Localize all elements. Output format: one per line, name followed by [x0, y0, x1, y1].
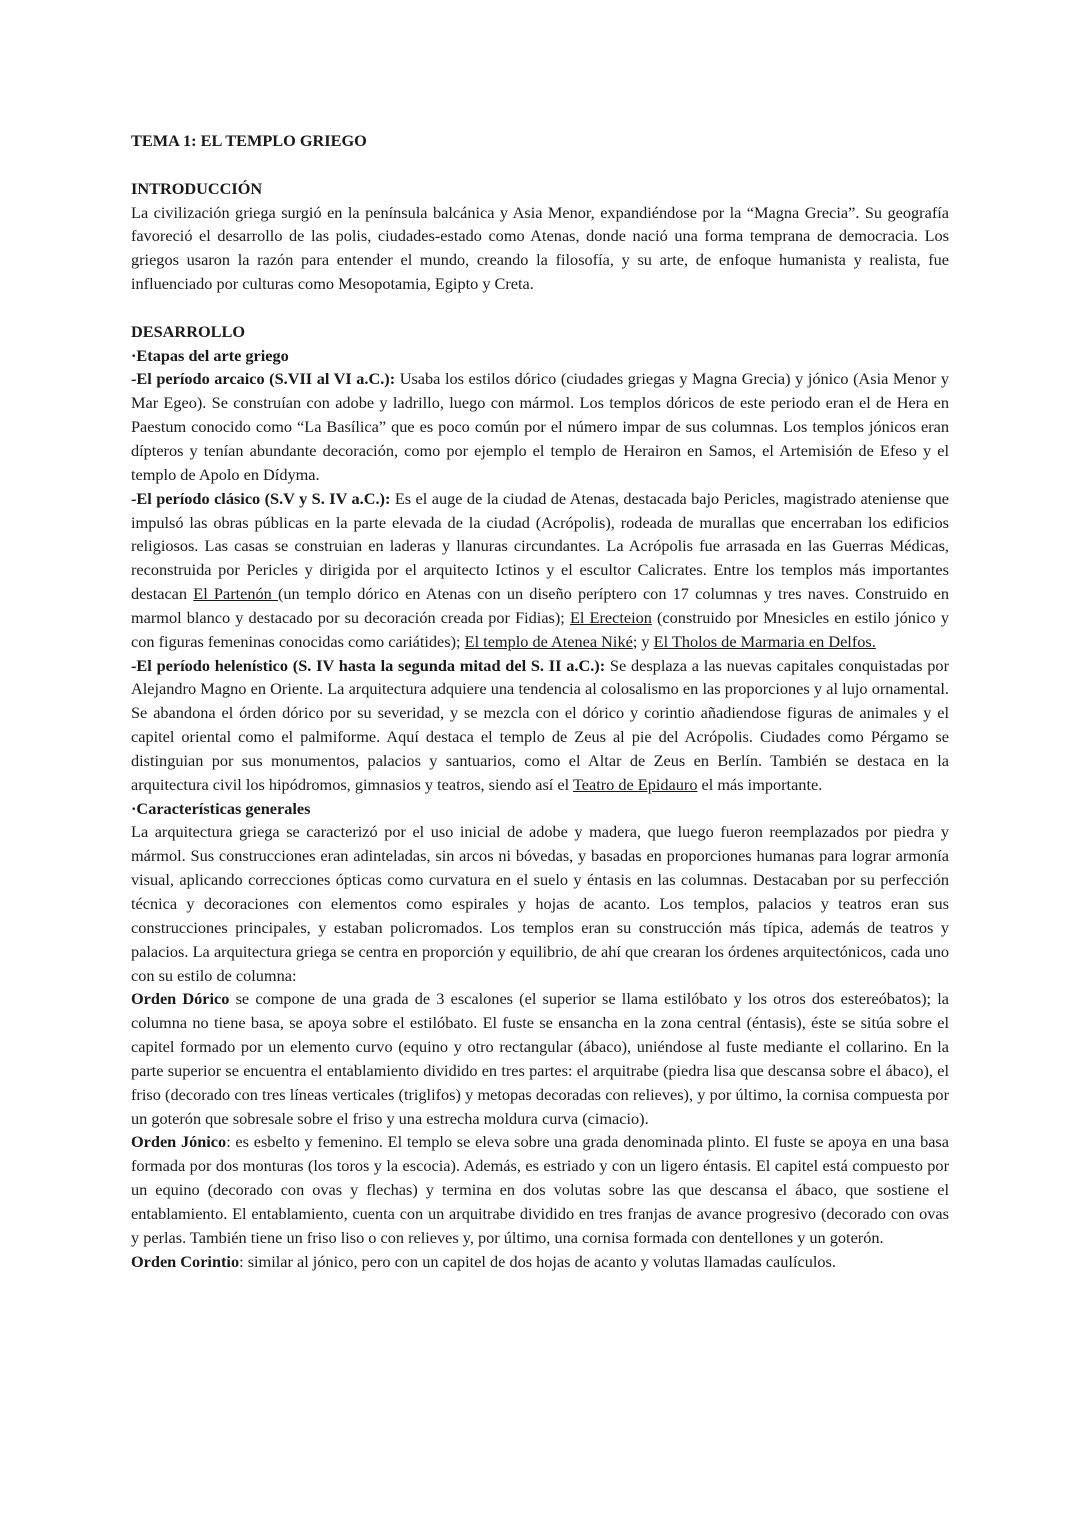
arcaico-label: -El período arcaico (S.VII al VI a.C.): — [131, 369, 396, 389]
caracteristicas-heading: ·Características generales — [131, 798, 311, 818]
clasico-text: (construido por Mnesicles en estilo jónico y con figuras femeninas conocidas como cariátides); — [131, 607, 949, 651]
desarrollo-heading: DESARROLLO — [131, 321, 245, 341]
corintio-paragraph — [131, 1250, 949, 1274]
helenistico-text: Se desplaza a las nuevas capitales conquistadas por Alejandro Magno en Oriente. La arquitectura adquiere una tendencia al colosalismo en las proporciones y al lujo ornamental. Se abandona el órden dórico por su severidad, y se mezcla con el dórico y corintio añadiendose figuras de animales y el capitel oriental como el palmiforme. Aquí destaca el templo de Zeus al pie del Acrópolis. Ciudades como Pérgamo se distinguian por sus monumentos, palacios y santuarios, como el Altar de Zeus en Berlín. También se destaca en la arquitectura civil los hipódromos, gimnasios y teatros, siendo así el — [131, 655, 949, 794]
erecteion-link: El Erecteion — [569, 607, 652, 627]
document-title: TEMA 1: EL TEMPLO GRIEGO — [131, 131, 367, 150]
intro-paragraph: La civilización griega surgió en la península balcánica y Asia Menor, expandiéndose por la “Magna Grecia”. Su geografía favoreció el desarrollo de las polis, ciudades-estado como Atenas, donde nació una forma temprana de democracia. Los griegos usaron la razón para entender el mundo, creando la filosofía, y su arte, de enfoque humanista y realista, fue influenciado por culturas como Mesopotamia, Egipto y Creta. — [131, 202, 949, 294]
partenon-link: El Partenón — [193, 584, 278, 604]
helenistico-text: el más importante. — [697, 774, 823, 794]
clasico-text: ; y — [632, 631, 654, 651]
arcaico-paragraph — [131, 367, 949, 486]
epidauro-link: Teatro de Epidauro — [572, 774, 698, 794]
arcaico-text: Usaba los estilos dórico (ciudades griegas y Magna Grecia) y jónico (Asia Menor y Mar Egeo). Se construían con adobe y ladrillo, luego con mármol. Los templos dóricos de este periodo eran el de Hera en Paestum conocido como “La Basílica” que es poco común por el número impar de sus columnas. Los templos jónicos eran dípteros y tenían abundante decoración, como por ejemplo el templo de Herairon en Samos, el Artemisión de Efeso y el templo de Apolo en Dídyma. — [131, 369, 950, 484]
etapas-heading: ·Etapas del arte griego — [131, 345, 289, 365]
jonico-paragraph — [131, 1130, 949, 1249]
clasico-label: -El período clásico (S.V y S. IV a.C.): — [131, 488, 391, 508]
clasico-paragraph — [131, 487, 949, 654]
tholos-link: El Tholos de Marmaria en Delfos. — [653, 631, 876, 651]
clasico-text: (un templo dórico en Atenas con un diseño períptero con 17 columnas y tres naves. Construido en marmol blanco y destacado por su decoración creada por Fidias); — [131, 584, 950, 627]
helenistico-label: -El período helenístico (S. IV hasta la segunda mitad del S. II a.C.): — [131, 655, 606, 675]
corintio-label: Orden Corintio — [131, 1251, 240, 1271]
clasico-text: Es el auge de la ciudad de Atenas, destacada bajo Pericles, magistrado ateniense que impulsó las obras públicas en la parte elevada de la ciudad (Acrópolis), rodeada de murallas que encerraban los edificios religiosos. Las casas se construian en laderas y llanuras circundantes. La Acrópolis fue arrasada en las Guerras Médicas, reconstruida por Pericles y dirigida por el arquitecto Ictinos y el escultor Calicrates. Entre los templos más importantes destacan — [131, 488, 949, 604]
spacer — [131, 153, 949, 177]
dorico-label: Orden Dórico — [131, 989, 230, 1009]
dorico-paragraph — [131, 987, 949, 1130]
spacer — [131, 296, 949, 320]
atenea-nike-link: El templo de Atenea Niké — [464, 631, 633, 651]
caracteristicas-paragraph: La arquitectura griega se caracterizó por el uso inicial de adobe y madera, que luego fueron reemplazados por piedra y mármol. Sus construcciones eran adinteladas, sin arcos ni bóvedas, y basadas en proporciones humanas para lograr armonía visual, aplicando correcciones ópticas como curvatura en el suelo y éntasis en las columnas. Destacaban por su perfección técnica y decoraciones con elementos como espirales y hojas de acanto. Los templos, palacios y teatros eran sus construcciones principales, y estaban policromados. Los templos eran su construcción más típica, además de teatros y palacios. La arquitectura griega se centra en proporción y equilibrio, de ahí que crearan los órdenes arquitectónicos, cada uno con su estilo de columna: — [131, 822, 949, 985]
dorico-text: se compone de una grada de 3 escalones (el superior se llama estilóbato y los otros dos estereóbatos); la columna no tiene basa, se apoya sobre el estilóbato. El fuste se ensancha en la zona central (éntasis), éste se sitúa sobre el capitel formado por un elemento curvo (equino y otro rectangular (ábaco), uniéndose al fuste mediante el collarino. En la parte superior se encuentra el entablamiento dividido en tres partes: el arquitrabe (piedra lisa que descansa sobre el ábaco), el friso (decorado con tres líneas verticales (triglifos) y metopas decoradas con relieves), y por último, la cornisa compuesta por un goterón que sobresale sobre el friso y una estrecha moldura curva (cimacio). — [131, 989, 949, 1128]
helenistico-paragraph — [131, 654, 949, 797]
jonico-text: : es esbelto y femenino. El templo se eleva sobre una grada denominada plinto. El fuste se apoya en una basa formada por dos monturas (los toros y la escocia). Además, es estriado y con un ligero éntasis. El capitel está compuesto por un equino (decorado con ovas y flechas) y termina en dos volutas sobre las que descansa el ábaco, que sostiene el entablamiento. El entablamiento, cuenta con un arquitrabe dividido en tres franjas de avance progresivo (decorado con ovas y perlas. También tiene un friso liso o con relieves y, por último, una cornisa formada con dentellones y un goterón. — [131, 1132, 949, 1247]
intro-heading: INTRODUCCIÓN — [131, 178, 263, 198]
corintio-text: : similar al jónico, pero con un capitel de dos hojas de acanto y volutas llamadas caulículos. — [239, 1251, 836, 1271]
jonico-label: Orden Jónico — [131, 1132, 227, 1152]
